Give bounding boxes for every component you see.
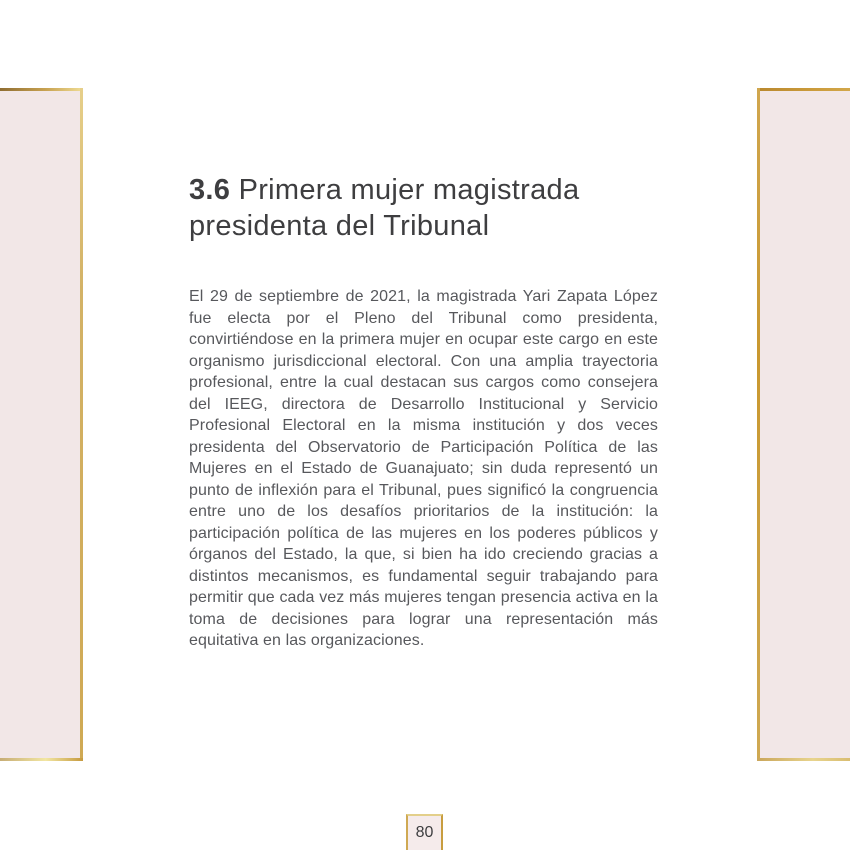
right-panel-gold-border-left — [757, 88, 760, 761]
left-panel-gold-border-top — [0, 88, 83, 91]
section-number: 3.6 — [189, 174, 231, 206]
right-panel-gold-border-bottom — [757, 758, 850, 761]
left-decor-panel — [0, 91, 80, 758]
page-content — [189, 172, 658, 652]
page-number-box — [406, 814, 443, 850]
page-number: 80 — [415, 824, 434, 841]
left-panel-gold-border-bottom — [0, 758, 83, 761]
right-panel-gold-border-top — [757, 88, 850, 91]
section-heading — [189, 172, 658, 244]
section-title: Primera mujer magistrada presidenta del Tribunal — [189, 174, 580, 242]
left-panel-gold-border-right — [80, 88, 83, 761]
body-paragraph: El 29 de septiembre de 2021, la magistrada Yari Zapata López fue electa por el Pleno del Tribunal como presidenta, convirtiéndose en la primera mujer en ocupar este cargo en este organismo jurisdiccional electoral. Con una amplia trayectoria profesional, entre la cual destacan sus cargos como consejera del IEEG, directora de Desarrollo Institucional y Servicio Profesional Electoral en la misma institución y dos veces presidenta del Observatorio de Participación Política de las Mujeres en el Estado de Guanajuato; sin duda representó un punto de inflexión para el Tribunal, pues significó la congruencia entre uno de los desafíos prioritarios de la institución: la participación política de las mujeres en los poderes públicos y órganos del Estado, la que, si bien ha ido creciendo gracias a distintos mecanismos, es fundamental seguir trabajando para permitir que cada vez más mujeres tengan presencia activa en la toma de decisiones para lograr una representación más equitativa en las organizaciones. — [189, 288, 658, 649]
right-decor-panel — [760, 91, 850, 758]
